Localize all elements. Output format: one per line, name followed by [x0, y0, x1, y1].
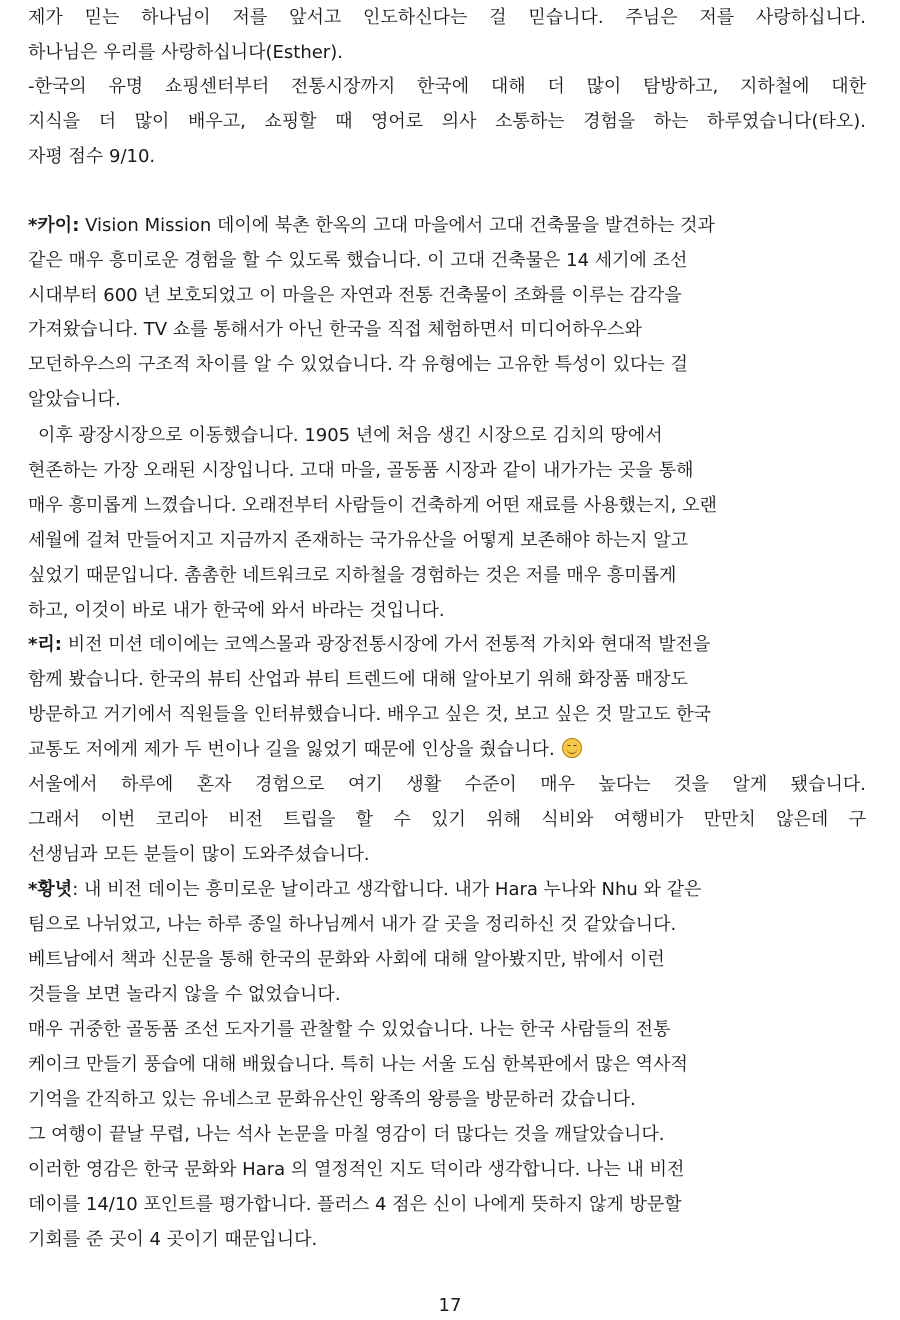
text-line: 데이를 14/10 포인트를 평가합니다. 플러스 4 점은 신이 나에게 뜻하지 않게 방문할	[28, 1194, 682, 1215]
text-line: 이후 광장시장으로 이동했습니다. 1905 년에 처음 생긴 시장으로 김치의 땅에서	[38, 425, 663, 446]
text-line: 이러한 영감은 한국 문화와 Hara 의 열정적인 지도 덕이라 생각합니다. 나는 내 비전	[28, 1159, 685, 1180]
text-line: 하고, 이것이 바로 내가 한국에 와서 바라는 것입니다.	[28, 600, 445, 621]
text-line: -한국의 유명 쇼핑센터부터 전통시장까지 한국에 대해 더 많이 탐방하고, 지하철에 대한	[28, 76, 866, 97]
text-line: 선생님과 모든 분들이 많이 도와주셨습니다.	[28, 844, 370, 865]
text-line: 자평 점수 9/10.	[28, 146, 156, 167]
text-line: 제가 믿는 하나님이 저를 앞서고 인도하신다는 걸 믿습니다. 주님은 저를 사랑하십니다.	[28, 7, 866, 28]
text-line: 것들을 보면 놀라지 않을 수 없었습니다.	[28, 984, 341, 1005]
text-line	[28, 738, 582, 762]
speaker-name-kai: *카이:	[28, 215, 80, 236]
text-line: 팀으로 나뉘었고, 나는 하루 종일 하나님께서 내가 갈 곳을 정리하신 것 같았습니다.	[28, 914, 677, 935]
speaker-name-lee: *리:	[28, 634, 62, 655]
smiling-face-icon	[562, 738, 582, 758]
text-line: 싶었기 때문입니다. 촘촘한 네트워크로 지하철을 경험하는 것은 저를 매우 흥미롭게	[28, 565, 677, 586]
text-line: 시대부터 600 년 보호되었고 이 마을은 자연과 전통 건축물이 조화를 이루는 감각을	[28, 285, 682, 306]
text-line	[28, 214, 715, 238]
text-line: 함께 봤습니다. 한국의 뷰티 산업과 뷰티 트렌드에 대해 알아보기 위해 화장품 매장도	[28, 669, 688, 690]
text-fragment: : 내 비전 데이는 흥미로운 날이라고 생각합니다. 내가 Hara 누나와 Nhu 와 같은	[72, 879, 702, 900]
text-line: 가져왔습니다. TV 쇼를 통해서가 아닌 한국을 직접 체험하면서 미디어하우스와	[28, 319, 642, 340]
text-line	[28, 633, 710, 657]
speaker-name-hoang: *황녓	[28, 879, 73, 900]
text-line: 방문하고 거기에서 직원들을 인터뷰했습니다. 배우고 싶은 것, 보고 싶은 것 말고도 한국	[28, 704, 711, 725]
text-line: 베트남에서 책과 신문을 통해 한국의 문화와 사회에 대해 알아봤지만, 밖에서 이런	[28, 949, 665, 970]
text-line: 하나님은 우리를 사랑하십니다(Esther).	[28, 42, 343, 63]
text-fragment: Vision Mission 데이에 북촌 한옥의 고대 마을에서 고대 건축물을 발견하는 것과	[85, 215, 715, 236]
text-line: 매우 귀중한 골동품 조선 도자기를 관찰할 수 있었습니다. 나는 한국 사람들의 전통	[28, 1019, 671, 1040]
text-line	[28, 878, 701, 902]
text-line: 기억을 간직하고 있는 유네스코 문화유산인 왕족의 왕릉을 방문하러 갔습니다.	[28, 1089, 636, 1110]
text-line: 알았습니다.	[28, 389, 121, 410]
text-line: 그 여행이 끝날 무렵, 나는 석사 논문을 마칠 영감이 더 많다는 것을 깨달았습니다.	[28, 1124, 665, 1145]
text-line: 서울에서 하루에 혼자 경험으로 여기 생활 수준이 매우 높다는 것을 알게 됐습니다.	[28, 774, 866, 795]
page-number: 17	[438, 1295, 462, 1316]
text-line: 케이크 만들기 풍습에 대해 배웠습니다. 특히 나는 서울 도심 한복판에서 많은 역사적	[28, 1054, 688, 1075]
text-line: 현존하는 가장 오래된 시장입니다. 고대 마을, 골동품 시장과 같이 내가가는 곳을 통해	[28, 460, 694, 481]
text-line: 모던하우스의 구조적 차이를 알 수 있었습니다. 각 유형에는 고유한 특성이 있다는 걸	[28, 354, 688, 375]
text-fragment: 교통도 저에게 제가 두 번이나 길을 잃었기 때문에 인상을 줬습니다.	[28, 739, 555, 760]
text-line: 같은 매우 흥미로운 경험을 할 수 있도록 했습니다. 이 고대 건축물은 14 세기에 조선	[28, 250, 688, 271]
text-line: 그래서 이번 코리아 비전 트립을 할 수 있기 위해 식비와 여행비가 만만치 않은데 구	[28, 809, 866, 830]
text-fragment: 비전 미션 데이에는 코엑스몰과 광장전통시장에 가서 전통적 가치와 현대적 발전을	[67, 634, 711, 655]
text-line: 지식을 더 많이 배우고, 쇼핑할 때 영어로 의사 소통하는 경험을 하는 하루였습니다(타오).	[28, 111, 866, 132]
text-line: 세월에 걸쳐 만들어지고 지금까지 존재하는 국가유산을 어떻게 보존해야 하는지 알고	[28, 530, 689, 551]
text-line: 매우 흥미롭게 느꼈습니다. 오래전부터 사람들이 건축하게 어떤 재료를 사용했는지, 오랜	[28, 495, 717, 516]
text-line: 기회를 준 곳이 4 곳이기 때문입니다.	[28, 1229, 318, 1250]
